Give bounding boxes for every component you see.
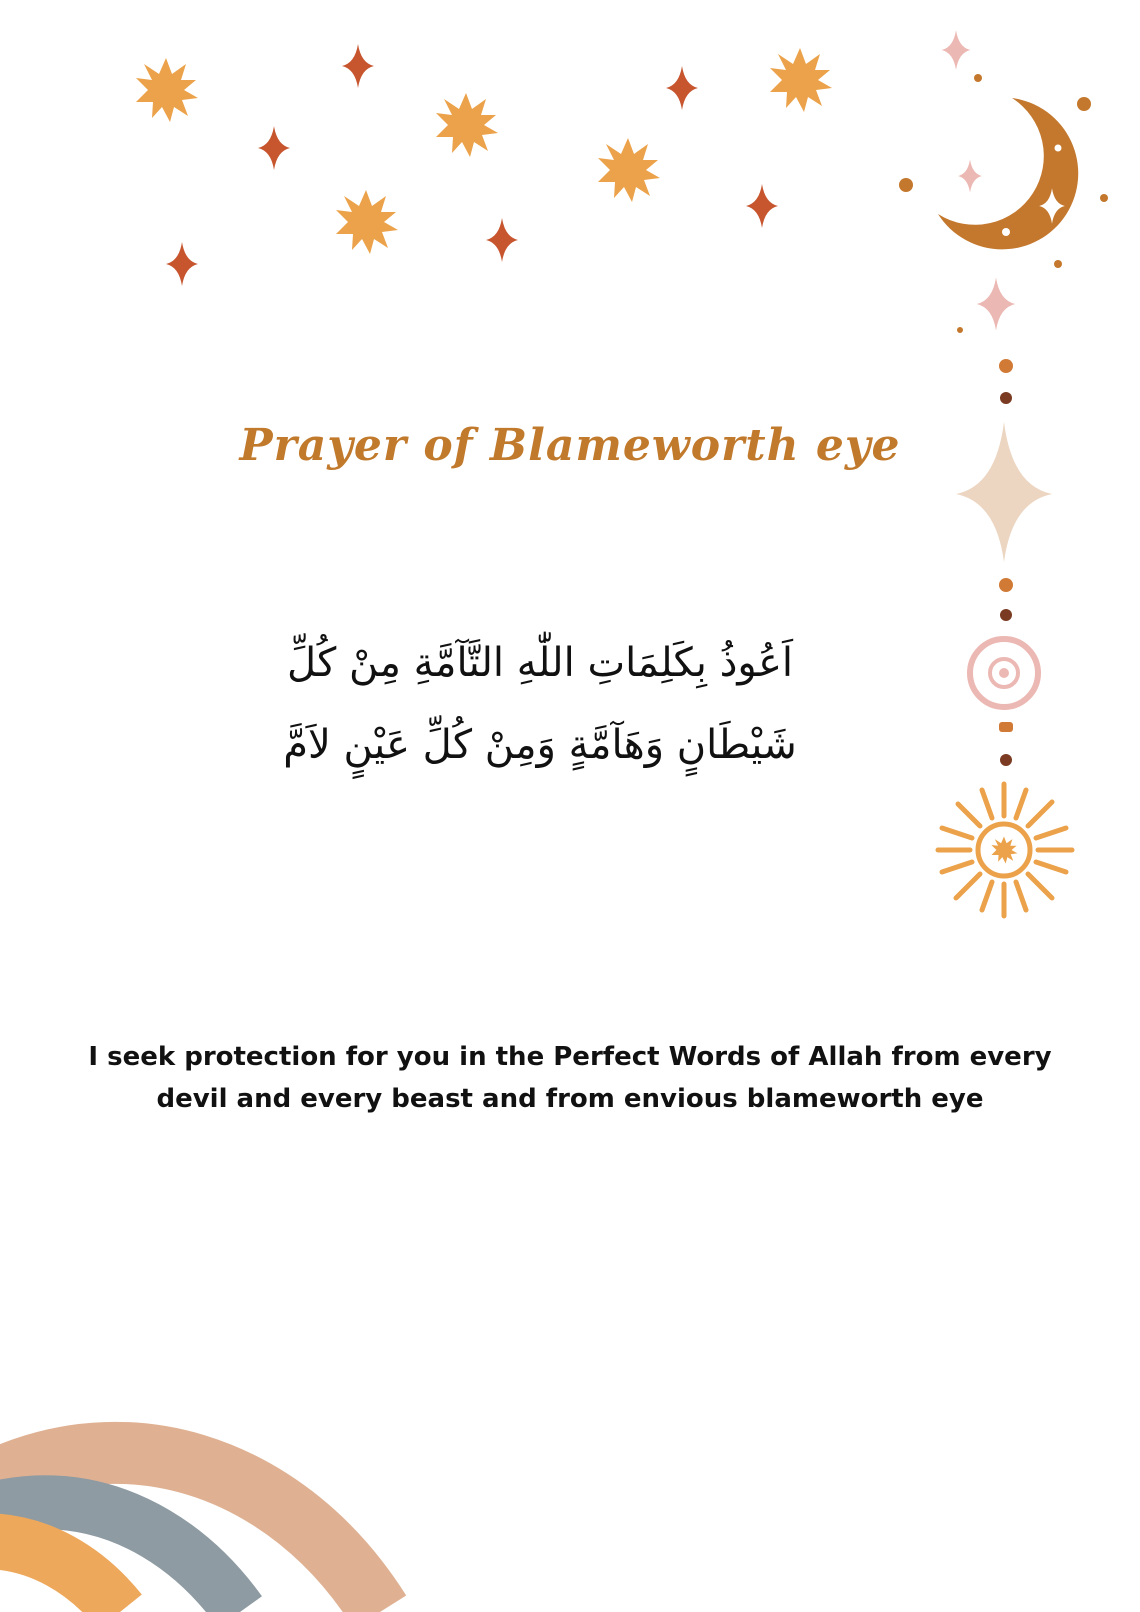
sun-icon — [136, 58, 198, 122]
rainbow-arc-icon — [0, 1227, 380, 1612]
four-point-star-icon — [486, 218, 518, 262]
translation-line: I seek protection for you in the Perfect Words of Allah from every — [88, 1042, 1052, 1072]
translation-line: devil and every beast and from envious blameworth eye — [156, 1084, 984, 1114]
sun-icon — [770, 48, 832, 112]
sun-icon — [336, 190, 398, 254]
dots-around-moon — [899, 74, 1108, 333]
four-point-star-icon — [746, 184, 778, 228]
sun-icon — [436, 93, 498, 157]
four-point-star-icon — [258, 126, 290, 170]
arabic-line: اَعُوذُ بِكَلِمَاتِ اللّٰهِ التَّآمَّةِ مِنْ كُلِّ — [286, 640, 794, 686]
arabic-prayer — [180, 622, 900, 786]
arabic-line: شَيْطَانٍ وَهَآمَّةٍ وَمِنْ كُلِّ عَيْنٍ لاَمَّ — [283, 722, 797, 768]
sun-icon — [598, 138, 660, 202]
english-translation — [40, 1036, 1100, 1120]
sparkle-icon — [977, 278, 1015, 331]
crescent-moon-icon — [938, 98, 1078, 249]
page-title: Prayer of Blameworth eye — [239, 420, 901, 471]
four-point-star-icon — [666, 66, 698, 110]
four-point-star-icon — [166, 242, 198, 286]
four-point-star-icon — [342, 44, 374, 88]
sunburst-icon — [938, 784, 1072, 916]
sparkle-icon — [942, 30, 971, 70]
target-circle-icon — [970, 639, 1038, 707]
beige-star-icon — [956, 422, 1052, 562]
